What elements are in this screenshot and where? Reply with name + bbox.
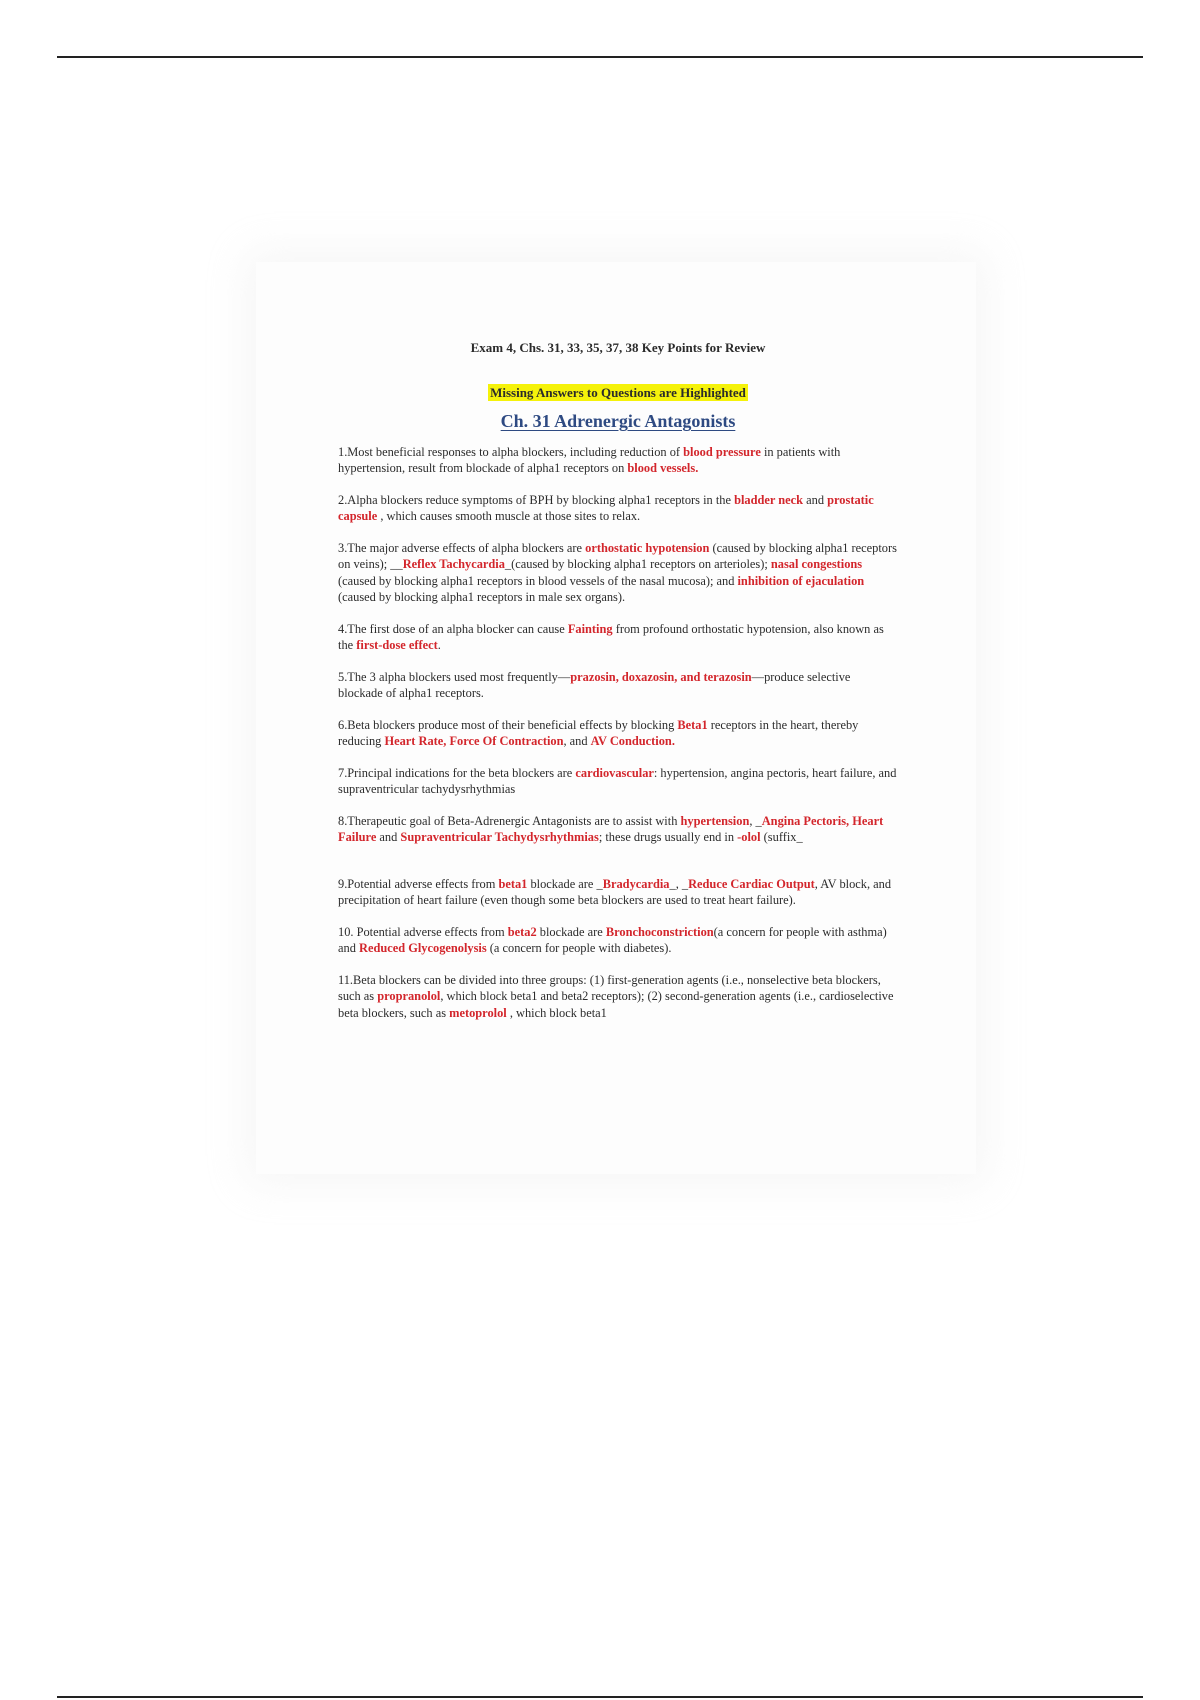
top-page-rule	[57, 56, 1143, 58]
chapter-heading: Ch. 31 Adrenergic Antagonists	[500, 411, 736, 431]
answer-text: Fainting	[567, 621, 613, 636]
answer-text: Bradycardia	[602, 876, 670, 891]
key-point-1	[338, 444, 898, 477]
key-point-8	[338, 813, 898, 846]
point-text: , which block beta1 and beta2 receptors); (2) second-generation agents (i.e., cardioselective beta blockers, such as	[338, 989, 894, 1020]
key-point-6	[338, 717, 898, 750]
point-text: _(caused by blocking alpha1 receptors on arterioles);	[504, 557, 771, 571]
point-text: , and	[563, 734, 591, 748]
point-text: from profound orthostatic hypotension, also known as the	[338, 621, 884, 652]
answer-text: Reflex Tachycardia	[402, 557, 505, 571]
point-text: 11.Beta blockers can be divided into three groups: (1) first-generation agents (i.e., nonselective beta blockers, such as	[338, 972, 881, 1003]
point-text: 10. Potential adverse effects from	[338, 924, 508, 939]
point-text: ; these drugs usually end in	[598, 830, 738, 844]
key-point-5	[338, 669, 898, 702]
point-text: 8.Therapeutic goal of Beta-Adrenergic Antagonists are to assist with	[338, 813, 681, 828]
answer-text: Heart Rate, Force Of Contraction	[384, 734, 564, 748]
highlight-note-row	[338, 385, 898, 402]
highlight-note: Missing Answers to Questions are Highlighted	[490, 384, 746, 400]
point-text: (a concern for people with asthma) and	[338, 924, 887, 955]
answer-text: inhibition of ejaculation	[737, 573, 865, 588]
point-text: : hypertension, angina pectoris, heart failure, and supraventricular tachydysrhythmias	[338, 765, 897, 796]
point-text: blockade are	[536, 924, 606, 939]
document-title: Exam 4, Chs. 31, 33, 35, 37, 38 Key Points for Review	[470, 340, 766, 355]
bottom-page-rule	[57, 1696, 1143, 1698]
answer-text: prostatic capsule	[338, 492, 874, 523]
point-text: 4.The first dose of an alpha blocker can cause	[338, 621, 568, 636]
answer-text: Angina Pectoris, Heart Failure	[338, 813, 884, 844]
key-point-4	[338, 621, 898, 654]
key-point-3	[338, 540, 898, 606]
point-text: receptors in the heart, thereby reducing	[338, 717, 859, 748]
answer-text: Reduced Glycogenolysis	[359, 941, 487, 955]
point-text: , which block beta1	[506, 1005, 607, 1020]
answer-text: Beta1	[677, 717, 708, 732]
answer-text: blood pressure	[683, 444, 761, 459]
point-text: 7.Principal indications for the beta blockers are	[338, 765, 576, 780]
document-body	[338, 340, 898, 1036]
answer-text: beta2	[507, 924, 537, 939]
point-text: (caused by blocking alpha1 receptors on veins); __	[338, 540, 897, 571]
key-point-11	[338, 972, 898, 1022]
point-text: blockade are _	[527, 876, 603, 891]
point-text: 6.Beta blockers produce most of their beneficial effects by blocking	[338, 717, 678, 732]
point-text: (caused by blocking alpha1 receptors in male sex organs).	[338, 590, 626, 604]
answer-text: bladder neck	[734, 492, 804, 507]
answer-text: Supraventricular Tachydysrhythmias	[400, 830, 599, 844]
answer-text: prazosin, doxazosin, and terazosin	[570, 669, 752, 684]
answer-text: Bronchoconstriction	[605, 924, 714, 939]
key-point-7	[338, 765, 898, 798]
point-text: , AV block, and precipitation of heart failure (even though some beta blockers are used to treat heart failure).	[338, 876, 892, 907]
key-point-9	[338, 876, 898, 909]
point-text: 9.Potential adverse effects from	[338, 876, 499, 891]
point-text: in patients with hypertension, result from blockade of alpha1 receptors on	[338, 444, 841, 475]
key-points-list	[338, 444, 898, 1022]
point-text: _, _	[669, 876, 689, 891]
answer-text: first-dose effect	[356, 638, 438, 652]
point-text: .	[437, 638, 441, 652]
answer-text: AV Conduction.	[590, 734, 675, 748]
point-text: , which causes smooth muscle at those sites to relax.	[377, 509, 641, 523]
point-text: and	[376, 830, 401, 844]
answer-text: nasal congestions	[770, 557, 863, 571]
point-text: and	[803, 492, 828, 507]
answer-text: orthostatic hypotension	[585, 540, 710, 555]
key-point-10	[338, 924, 898, 957]
answer-text: propranolol	[377, 989, 441, 1003]
point-text: (suffix_	[760, 830, 803, 844]
point-text: —produce selective blockade of alpha1 receptors.	[338, 669, 851, 700]
answer-text: hypertension	[680, 813, 750, 828]
answer-text: metoprolol	[449, 1005, 507, 1020]
point-text: , _	[749, 813, 762, 828]
key-point-2	[338, 492, 898, 525]
point-text: 2.Alpha blockers reduce symptoms of BPH by blocking alpha1 receptors in the	[338, 492, 735, 507]
point-text: (caused by blocking alpha1 receptors in blood vessels of the nasal mucosa); and	[338, 573, 738, 588]
answer-text: Reduce Cardiac Output	[688, 876, 815, 891]
point-text: (a concern for people with diabetes).	[486, 941, 672, 955]
point-text: 1.Most beneficial responses to alpha blockers, including reduction of	[338, 444, 684, 459]
answer-text: beta1	[498, 876, 528, 891]
answer-text: blood vessels.	[627, 461, 699, 475]
answer-text: -olol	[737, 830, 761, 844]
point-text: 5.The 3 alpha blockers used most frequently—	[338, 669, 571, 684]
point-text: 3.The major adverse effects of alpha blockers are	[338, 540, 586, 555]
answer-text: cardiovascular	[575, 765, 654, 780]
